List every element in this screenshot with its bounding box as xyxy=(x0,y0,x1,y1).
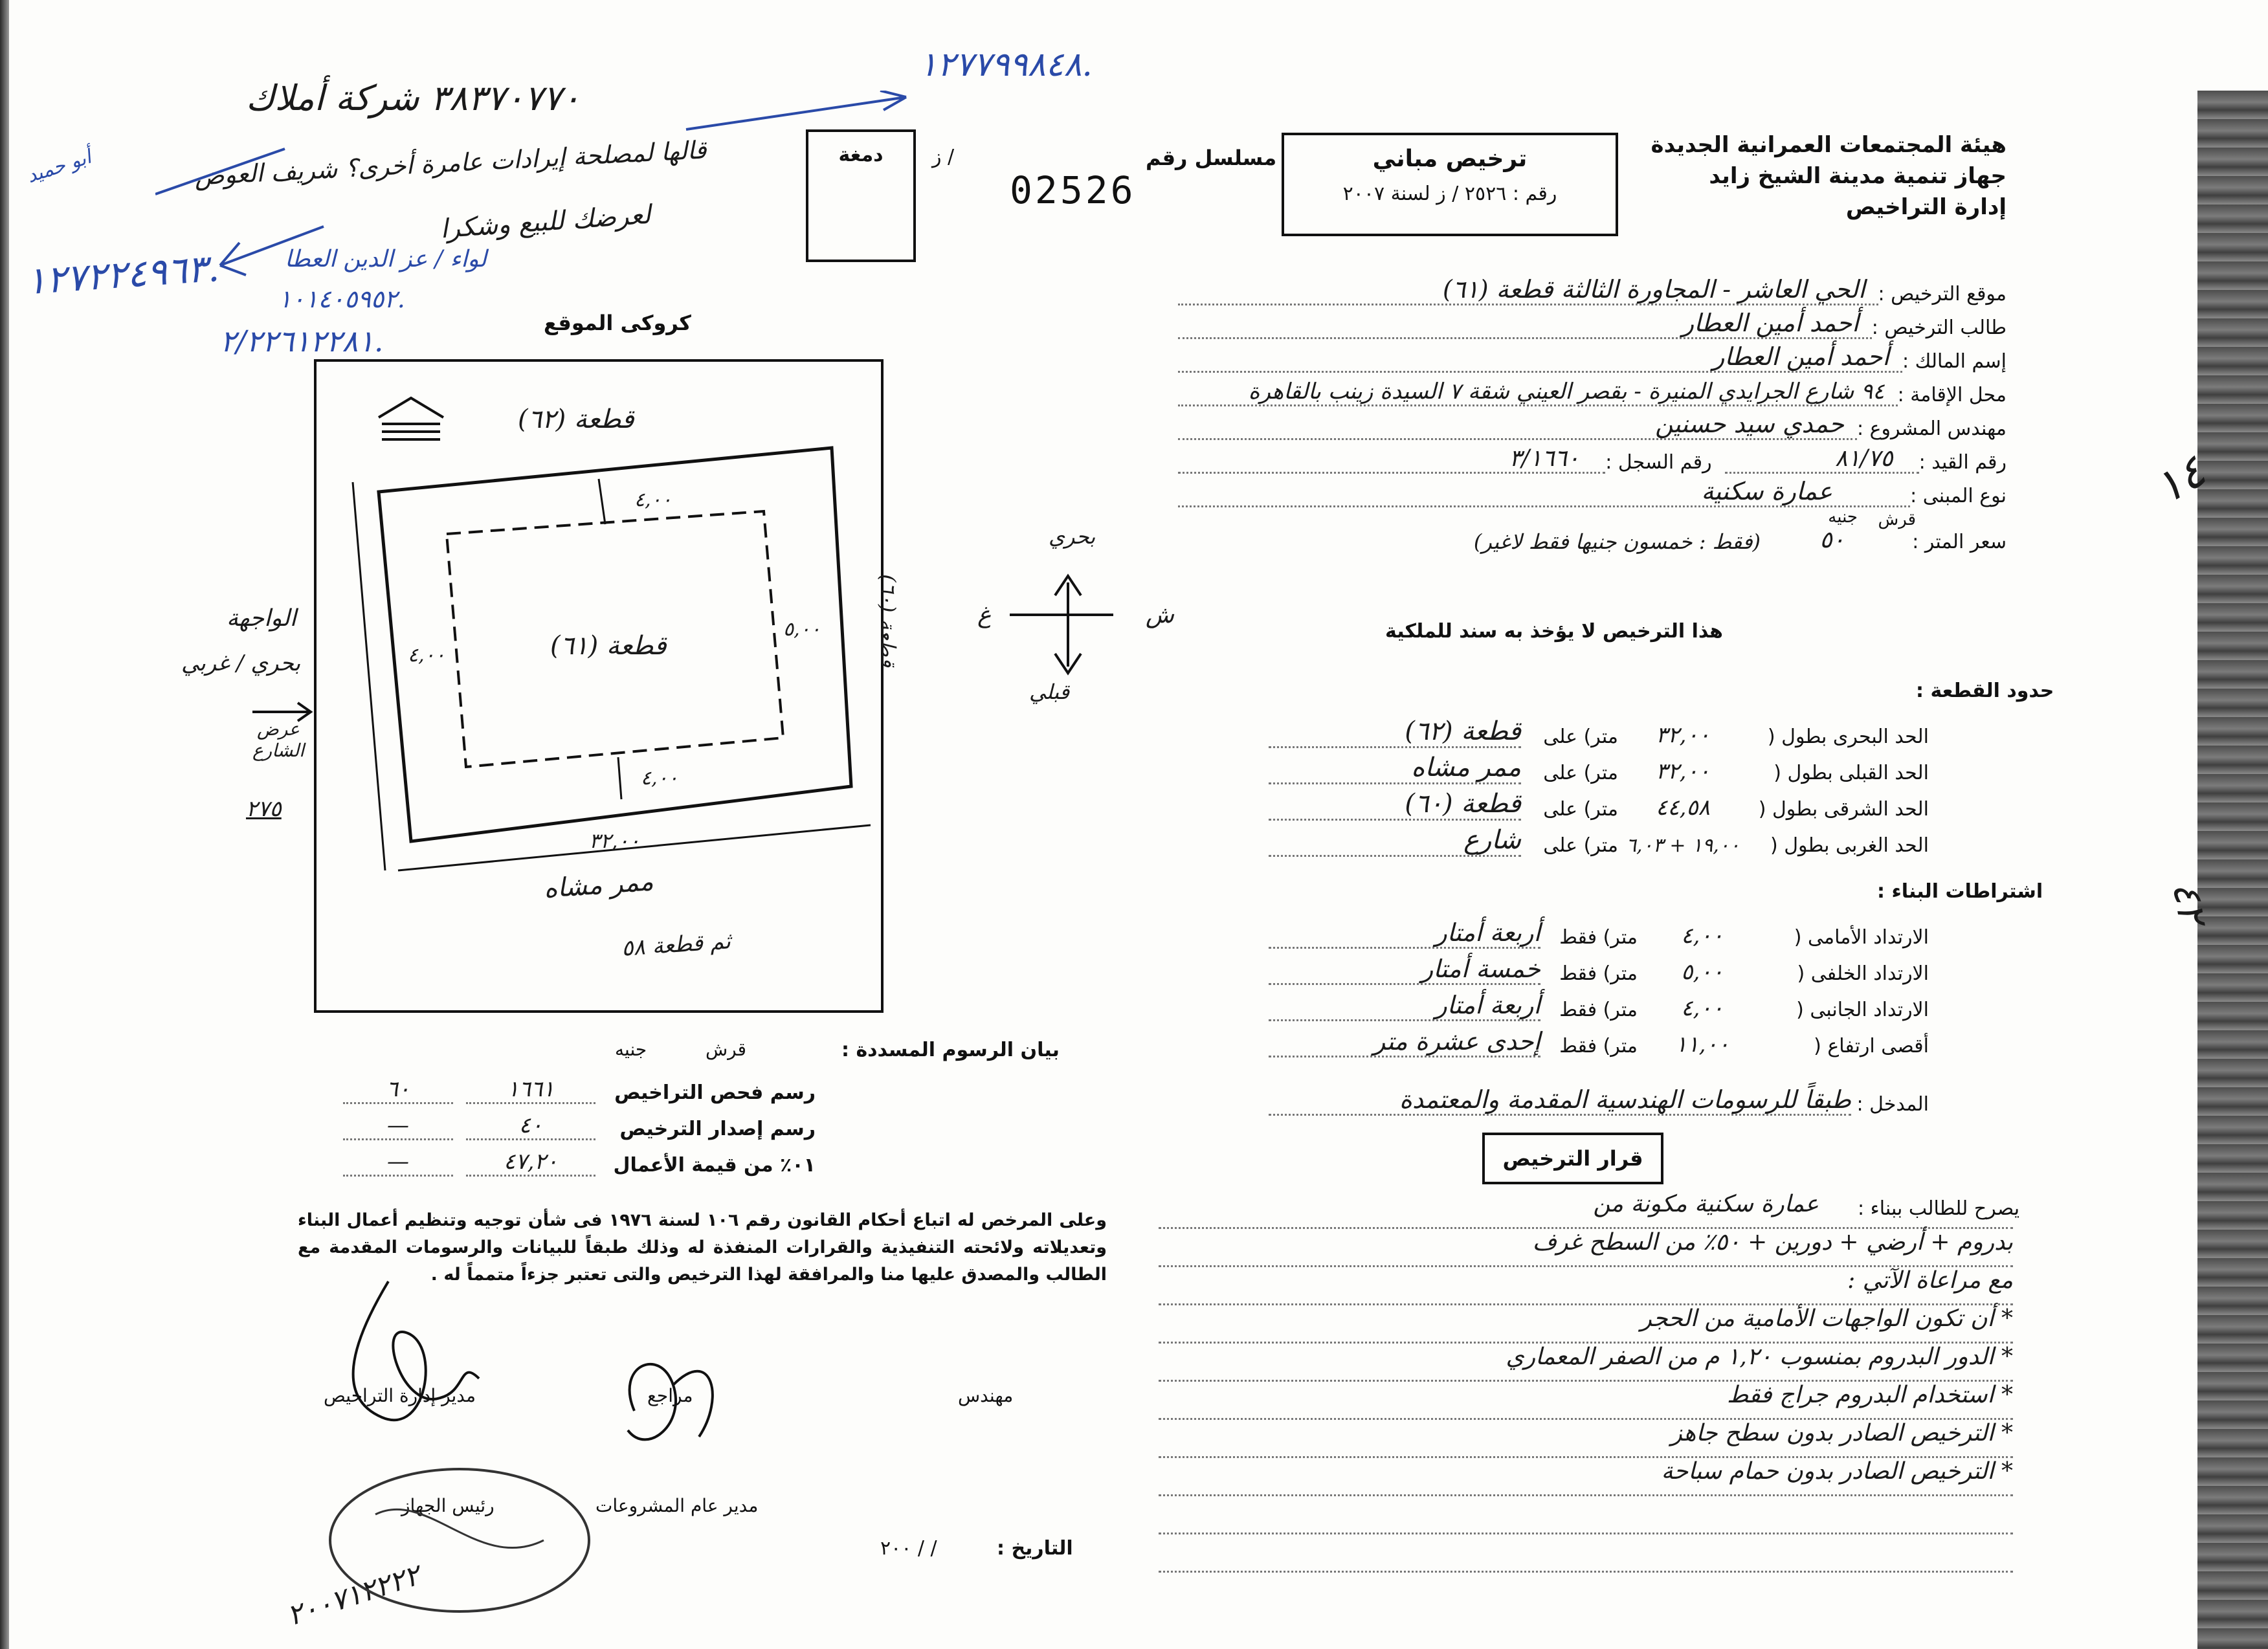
dim-left: ٤,٠٠ xyxy=(408,644,445,667)
condition-label: أقصى ارتفاع ( xyxy=(1814,1035,1929,1057)
scan-edge-right xyxy=(2197,91,2268,1649)
field-row xyxy=(1178,272,2007,305)
street-label: عرض الشارع xyxy=(252,718,305,761)
field-label: نوع المبنى : xyxy=(1910,485,2007,507)
margin-number-2: ٤٢ xyxy=(2163,878,2216,927)
dim-bottom: ٤,٠٠ xyxy=(641,767,678,790)
conditions-heading: اشتراطات البناء : xyxy=(1877,880,2043,903)
compass-south: قبلي xyxy=(1029,680,1070,704)
condition-row xyxy=(1269,985,1929,1021)
fees-qirsh-label: قرش xyxy=(706,1039,747,1060)
boundaries-heading: حدود القطعة : xyxy=(1916,680,2054,702)
official-seal xyxy=(330,1469,589,1611)
field-row xyxy=(1178,305,2007,339)
seal-scribble xyxy=(375,1509,544,1547)
entrance-label: المدخل : xyxy=(1856,1093,1929,1116)
field-value: عمارة سكنية xyxy=(1178,477,1910,507)
fee-label: ٠١٪ من قيمة الأعمال xyxy=(613,1154,816,1177)
date-value: / / ٢٠٠ xyxy=(880,1537,937,1560)
dim-line-left xyxy=(353,482,385,870)
condition-words: خمسة أمتار xyxy=(1269,955,1540,985)
decision-line-empty xyxy=(1159,1496,2013,1534)
boundary-length: ٣٢,٠٠ xyxy=(1656,758,1710,784)
serial-prefix: ز / xyxy=(932,146,955,168)
fee-piasters: ٦٠ xyxy=(343,1076,453,1104)
setback-mark-bottom xyxy=(618,757,621,799)
condition-unit: متر) فقط xyxy=(1559,999,1638,1021)
condition-words: أربعة أمتار xyxy=(1269,991,1540,1021)
boundary-neighbor: شارع xyxy=(1269,825,1521,857)
license-number: رقم : ٢٥٢٦ / ز لسنة ٢٠٠٧ xyxy=(1342,183,1557,205)
price-label: سعر المتر : xyxy=(1912,531,2007,553)
field-value: الحي العاشر - المجاورة الثالثة قطعة (٦١) xyxy=(1178,275,1878,305)
condition-value: ١١,٠٠ xyxy=(1675,1032,1729,1057)
fees-pound-label: جنيه xyxy=(615,1039,647,1060)
decision-line: بدروم + أرضي + دورين + ٥٠٪ من السطح غرف xyxy=(1159,1229,2013,1267)
field-label: مهندس المشروع : xyxy=(1856,417,2007,440)
sketch-drawing xyxy=(314,359,884,1013)
boundaries-table xyxy=(1269,712,1929,857)
boundary-label: الحد البحرى بطول ( xyxy=(1767,725,1929,748)
condition-value: ٤,٠٠ xyxy=(1681,923,1724,949)
engineer-label: مهندس xyxy=(958,1385,1014,1406)
serial-label: مسلسل رقم xyxy=(1146,146,1277,170)
legal-text: وعلى المرخص له اتباع أحكام القانون رقم ١٠٦ لسنة ١٩٧٦ فى شأن توجيه وتنظيم أعمال البناء وتعديلاته ولائحته التنفيذية والقرارات المنفذة له وذلك طبقاً للبيانات والرسومات المقدمة مع الطالب والمصدق عليها منا والمرافقة لهذا الترخيص والتى تعتبر جزءاً متمماً له . xyxy=(298,1210,1107,1285)
field-value: ٨١/٧٥ xyxy=(1725,445,1919,474)
fees-table xyxy=(337,1068,816,1177)
authority-line3: إدارة التراخيص xyxy=(1845,194,2007,220)
field-value: ٩٤ شارع الجرايدي المنيرة - بقصر العيني شقة ٧ السيدة زينب بالقاهرة xyxy=(1178,379,1898,406)
boundary-unit: متر) على xyxy=(1543,725,1618,748)
license-box xyxy=(1282,133,1618,236)
fee-row xyxy=(337,1104,816,1140)
boundary-row xyxy=(1269,784,1929,821)
stamp-box xyxy=(806,129,916,262)
field-label: رقم القيد : xyxy=(1918,451,2007,474)
dim-top: ٤,٠٠ xyxy=(634,489,672,511)
license-title: ترخيص مباني xyxy=(1372,146,1528,172)
price-pound-label: جنيه xyxy=(1828,507,1858,527)
entrance-value: طبقاً للرسومات الهندسية المقدمة والمعتمدة xyxy=(1269,1085,1851,1116)
fee-label: رسم فحص التراخيص xyxy=(614,1081,816,1104)
licensing-manager-label: مدير إدارة التراخيص xyxy=(324,1385,476,1406)
agency-head-label: رئيس الجهاز xyxy=(401,1495,495,1516)
authority-line1: هيئة المجتمعات العمرانية الجديدة xyxy=(1651,132,2007,158)
plot-east-label: قطعة (٦٠) xyxy=(875,574,900,667)
company-note: ٣٨٣٧٠٧٧٠ شركة أملاك xyxy=(246,78,581,118)
reviewer-label: مراجع xyxy=(647,1385,693,1406)
field-value: ٣/١٦٦٠ xyxy=(1178,445,1605,474)
field-label: رقم السجل : xyxy=(1605,451,1712,474)
field-row xyxy=(1178,373,2007,406)
field-value: حمدي سيد حسنين xyxy=(1178,410,1857,440)
top-phone: .١٢٧٧٩٩٨٤٨ xyxy=(919,45,1093,84)
field-row xyxy=(1178,339,2007,373)
field-label: موقع الترخيص : xyxy=(1878,283,2007,305)
condition-row xyxy=(1269,1021,1929,1057)
date-label: التاريخ : xyxy=(997,1537,1073,1560)
fee-piasters: — xyxy=(343,1149,453,1177)
condition-label: الارتداد الخلفى ( xyxy=(1797,962,1929,985)
price-words: (فقط : خمسون جنيها فقط لاغير) xyxy=(1473,529,1761,554)
boundary-neighbor: قطعة (٦٢) xyxy=(1269,716,1521,748)
condition-words: أربعة أمتار xyxy=(1269,918,1540,949)
price-value: ٥٠ xyxy=(1819,527,1845,553)
fee-row xyxy=(337,1140,816,1177)
signature-reviewer xyxy=(628,1364,713,1440)
condition-value: ٤,٠٠ xyxy=(1681,995,1724,1021)
condition-row xyxy=(1269,949,1929,985)
boundary-neighbor: ممر مشاه xyxy=(1269,753,1521,784)
phone-note-mid1: .١٠١٤٠٥٩٥٢ xyxy=(278,285,405,313)
field-row xyxy=(1178,406,2007,440)
phone-note-left: .١٢٧٢٢٤٩٦٣ xyxy=(24,245,221,304)
decision-line: مع مراعاة الآتي : xyxy=(1159,1267,2013,1305)
boundary-label: الحد الغربى بطول ( xyxy=(1770,834,1929,857)
decision-heading: قرار الترخيص xyxy=(1482,1133,1663,1184)
note-line-1: قالها لمصلحة إيرادات عامرة أخرى؟ شريف العوض xyxy=(194,135,707,191)
condition-words: إحدى عشرة متر xyxy=(1269,1027,1540,1057)
condition-value: ٥,٠٠ xyxy=(1681,959,1724,985)
compass-west: غ xyxy=(977,602,992,628)
field-value: أحمد أمين العطار xyxy=(1178,342,1902,373)
price-qirsh-label: قرش xyxy=(1878,510,1916,529)
scan-edge-left xyxy=(0,0,9,1649)
decision-line-empty xyxy=(1159,1534,2013,1573)
west-label-2: بحري / غربي xyxy=(181,650,301,676)
west-label-1: الواجهة xyxy=(227,605,296,632)
dim-right: ٥,٠٠ xyxy=(783,618,821,641)
arrow-left xyxy=(220,227,324,275)
boundary-label: الحد القبلى بطول ( xyxy=(1773,762,1929,784)
margin-number-1: ١٤ xyxy=(2145,444,2214,515)
field-label: إسم المالك : xyxy=(1902,350,2007,373)
plot-below-label: ثم قطعة ٥٨ xyxy=(620,928,732,962)
condition-row xyxy=(1269,913,1929,949)
sketch-title: كروكى الموقع xyxy=(544,311,691,335)
dim-total: ٣٢,٠٠ xyxy=(589,828,640,853)
authority-header xyxy=(1599,129,2007,223)
field-label: طالب الترخيص : xyxy=(1871,316,2007,339)
fees-heading: بيان الرسوم المسددة : xyxy=(841,1039,1060,1061)
boundary-neighbor: قطعة (٦٠) xyxy=(1269,789,1521,821)
note-line-3: لواء / عز الدين العطا xyxy=(285,246,487,272)
condition-unit: متر) فقط xyxy=(1559,926,1638,949)
note-line-2: لعرضك للبيع وشكرا xyxy=(439,199,652,245)
boundary-length: ٣٢,٠٠ xyxy=(1656,722,1710,748)
decision-line: * الترخيص الصادر بدون سطح جاهز xyxy=(1159,1420,2013,1458)
projects-manager-label: مدير عام المشروعات xyxy=(595,1495,759,1516)
fee-pounds: ٤٧,٢٠ xyxy=(466,1149,595,1177)
boundary-unit: متر) على xyxy=(1543,798,1618,821)
boundary-length: ١٩,٠٠ + ٦,٠٣ xyxy=(1625,834,1740,857)
decision-line: * استخدام البدروم جراج فقط xyxy=(1159,1382,2013,1420)
underline-name xyxy=(155,149,285,194)
boundary-unit: متر) على xyxy=(1543,762,1618,784)
condition-label: الارتداد الأمامى ( xyxy=(1794,926,1929,949)
fields-section xyxy=(1178,272,2007,559)
boundary-row xyxy=(1269,712,1929,748)
decision-line: عمارة سكنية مكونة من xyxy=(1159,1191,2013,1229)
plot-north-label: قطعة (٦٢) xyxy=(518,404,634,434)
condition-label: الارتداد الجانبى ( xyxy=(1796,999,1929,1021)
stamp-number: ٢٠٠٧١٢٢٢٢ xyxy=(283,1558,425,1633)
stamp-label: دمغة xyxy=(838,144,884,166)
decision-line: * الدور البدروم بمنسوب ١,٢٠ م من الصفر المعماري xyxy=(1159,1344,2013,1382)
fee-piasters: — xyxy=(343,1112,453,1140)
boundary-length: ٤٤,٥٨ xyxy=(1656,795,1710,821)
street-arrow xyxy=(246,699,317,725)
plot-center-label: قطعة (٦١) xyxy=(550,631,667,661)
signature-manager xyxy=(353,1281,479,1420)
fee-pounds: ١٦٦١ xyxy=(466,1076,595,1104)
signatures-drawing xyxy=(311,1268,893,1631)
decision-lines xyxy=(1159,1191,2013,1573)
authority-line2: جهاز تنمية مدينة الشيخ زايد xyxy=(1709,163,2007,189)
serial-number: 02526 xyxy=(1010,168,1136,212)
decision-line: * الترخيص الصادر بدون حمام سباحة xyxy=(1159,1458,2013,1496)
compass-north: بحري xyxy=(1049,524,1096,549)
decision-line: * أن تكون الواجهات الأمامية من الحجر xyxy=(1159,1305,2013,1344)
disclaimer: هذا الترخيص لا يؤخذ به سند للملكية xyxy=(1385,620,1723,643)
name-note: أبو حميد xyxy=(24,146,94,188)
walkway-label: ممر مشاه xyxy=(542,867,654,904)
street-width: ٢٧٥ xyxy=(246,796,282,822)
decision-allow-label: يصرح للطالب ببناء : xyxy=(1858,1197,2020,1220)
building-icon xyxy=(379,398,443,439)
arrow-top xyxy=(686,91,906,129)
boundary-unit: متر) على xyxy=(1543,834,1618,857)
fee-pounds: ٤٠ xyxy=(466,1112,595,1140)
conditions-table xyxy=(1269,913,1929,1116)
fee-label: رسم إصدار الترخيص xyxy=(619,1118,816,1140)
field-value: أحمد أمين العطار xyxy=(1178,309,1872,339)
boundary-row xyxy=(1269,748,1929,784)
condition-unit: متر) فقط xyxy=(1559,962,1638,985)
compass-east: ش xyxy=(1146,602,1174,628)
boundary-label: الحد الشرقى بطول ( xyxy=(1758,798,1929,821)
fee-row xyxy=(337,1068,816,1104)
field-label: محل الإقامة : xyxy=(1897,384,2007,406)
entrance-row xyxy=(1269,1057,1929,1116)
boundary-row xyxy=(1269,821,1929,857)
setback-mark-top xyxy=(599,479,605,524)
condition-unit: متر) فقط xyxy=(1559,1035,1638,1057)
field-row xyxy=(1178,440,2007,474)
price-row xyxy=(1178,507,2007,559)
phone-note-mid2: .٢/٢٢٦١٢٢٨١ xyxy=(220,324,384,359)
field-row xyxy=(1178,474,2007,507)
